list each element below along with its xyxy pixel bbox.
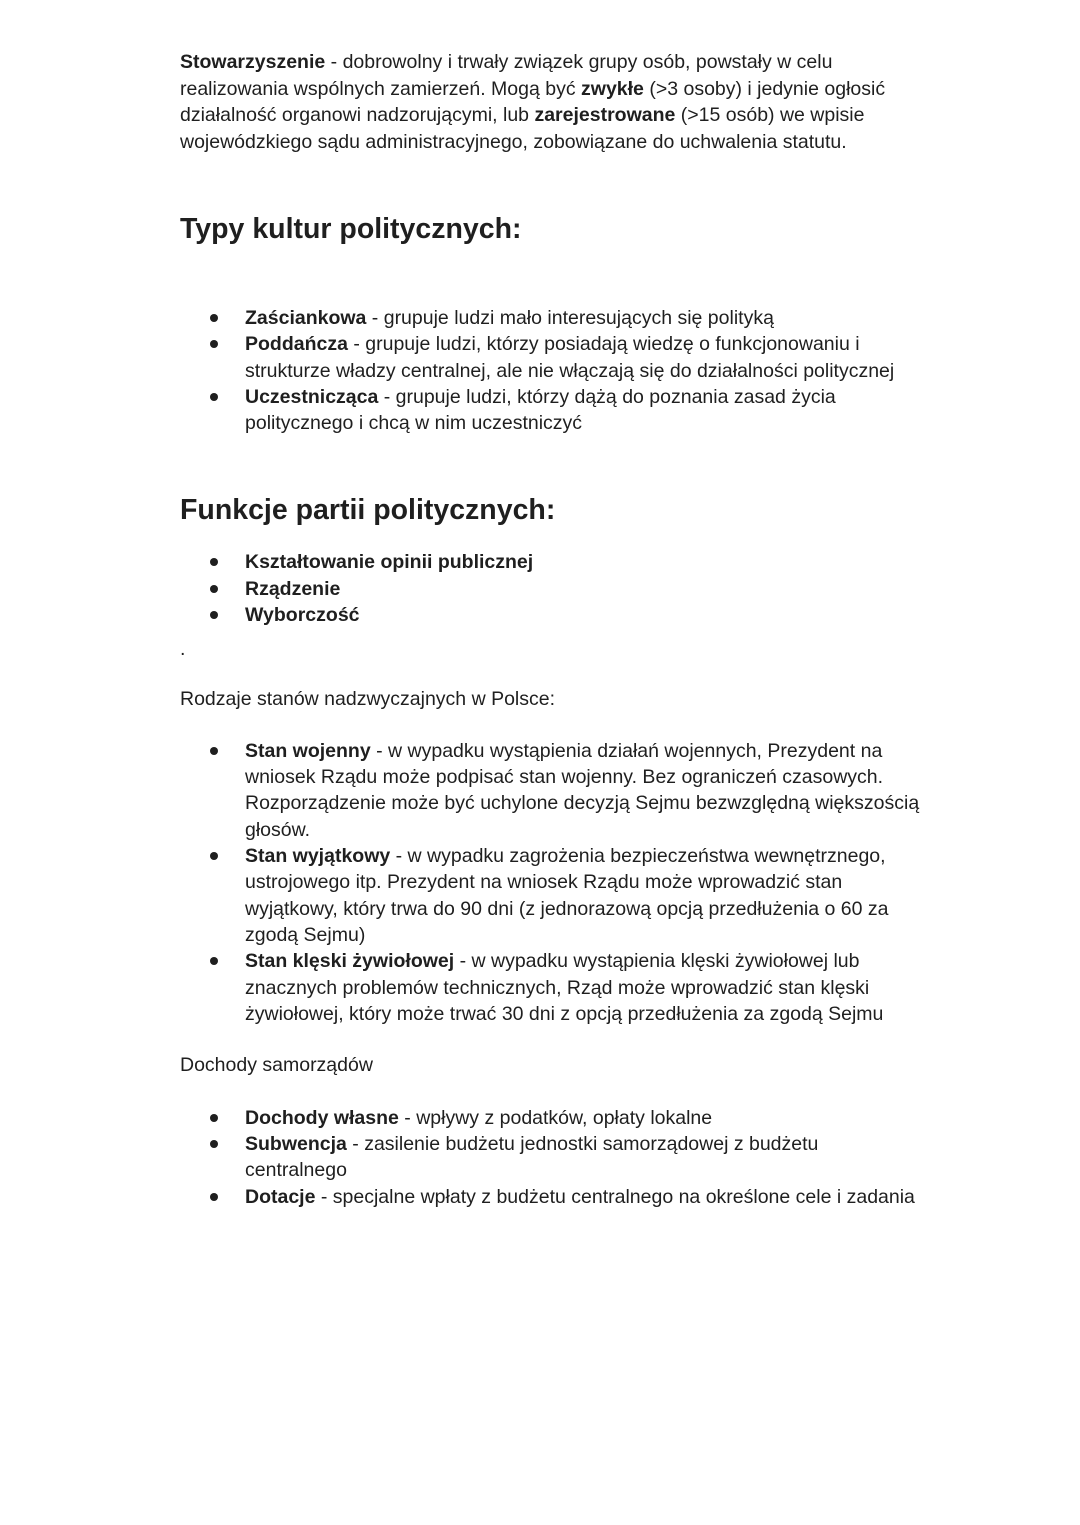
item-term: Stan wyjątkowy — [245, 845, 391, 868]
item-term: Stan wojenny — [245, 739, 371, 762]
intro-term-3: zarejestrowane — [534, 104, 676, 126]
bullet-icon — [210, 585, 218, 593]
list-kultury — [180, 305, 920, 436]
list-item — [245, 948, 920, 1027]
item-term: Wyborczość — [245, 604, 360, 627]
intro-paragraph — [180, 49, 920, 155]
list-item — [245, 1184, 920, 1210]
list-dochody — [180, 1105, 920, 1210]
list-item — [245, 305, 920, 331]
item-term: Kształtowanie opinii publicznej — [245, 551, 534, 574]
item-term: Zaściankowa — [245, 307, 367, 329]
intro-text-3: (>15 osób) we wpisie wojewódzkiego sądu administracyjnego, zobowiązane do uchwalenia statutu. — [180, 104, 865, 153]
section-heading-kultury: Typy kultur politycznych: — [180, 213, 522, 245]
intro-term: Stowarzyszenie — [180, 51, 326, 73]
item-text: - zasilenie budżetu jednostki samorządowej z budżetu centralnego — [245, 1132, 819, 1182]
document-page — [180, 49, 920, 1210]
bullet-icon — [210, 852, 218, 860]
item-term: Subwencja — [245, 1132, 347, 1155]
bullet-icon — [210, 393, 218, 401]
list-item — [245, 331, 920, 384]
list-partie — [180, 549, 920, 628]
item-text: - w wypadku wystąpienia działań wojennych, Prezydent na wniosek Rządu może podpisać stan wojenny. Bez ograniczeń czasowych. Rozporządzenie może być uchylone decyzją Sejmu bezwzględną większością głosów. — [245, 739, 920, 841]
section-heading-dochody: Dochody samorządów — [180, 1054, 373, 1077]
list-item — [245, 843, 920, 948]
item-text: - grupuje ludzi mało interesujących się polityką — [366, 307, 774, 329]
section-heading-stany: Rodzaje stanów nadzwyczajnych w Polsce: — [180, 688, 556, 711]
list-item — [245, 549, 920, 575]
list-item — [245, 738, 920, 843]
item-term: Dotacje — [245, 1185, 316, 1208]
list-item — [245, 1131, 920, 1184]
item-text: - wpływy z podatków, opłaty lokalne — [398, 1106, 713, 1129]
item-text: - grupuje ludzi, którzy dążą do poznania zasad życia politycznego i chcą w nim uczestniczyć — [245, 385, 836, 435]
item-term: Dochody własne — [245, 1106, 399, 1129]
item-term: Uczestnicząca — [245, 385, 379, 408]
bullet-icon — [210, 314, 218, 322]
bullet-icon — [210, 957, 218, 965]
list-stany — [180, 738, 920, 1027]
bullet-icon — [210, 611, 218, 619]
bullet-icon — [210, 1140, 218, 1148]
stray-dot: . — [180, 638, 186, 661]
item-text: - w wypadku wystąpienia klęski żywiołowej lub znacznych problemów technicznych, Rząd może wprowadzić stan klęski żywiołowej, który może trwać 30 dni z opcją przedłużenia za zgodą Sejmu — [245, 950, 884, 1025]
item-text: - grupuje ludzi, którzy posiadają wiedzę o funkcjonowaniu i strukturze władzy centralnej, ale nie włączają się do działalności politycznej — [245, 333, 895, 382]
intro-text-2: (>3 osoby) i jedynie ogłosić działalność organowi nadzorującymi, lub — [180, 77, 886, 126]
list-item — [245, 384, 920, 437]
intro-term-2: zwykłe — [581, 77, 644, 100]
list-item — [245, 1105, 920, 1131]
item-text: - specjalne wpłaty z budżetu centralnego na określone cele i zadania — [315, 1185, 915, 1208]
item-term: Stan klęski żywiołowej — [245, 950, 455, 973]
list-item — [245, 602, 920, 628]
bullet-icon — [210, 340, 218, 348]
bullet-icon — [210, 747, 218, 755]
item-term: Rządzenie — [245, 577, 341, 600]
intro-text-1: - dobrowolny i trwały związek grupy osób, powstały w celu realizowania wspólnych zamierzeń. Mogą być — [180, 51, 833, 100]
bullet-icon — [210, 558, 218, 566]
bullet-icon — [210, 1114, 218, 1122]
list-item — [245, 576, 920, 602]
section-heading-partie: Funkcje partii politycznych: — [180, 494, 556, 527]
item-term: Poddańcza — [245, 333, 348, 356]
bullet-icon — [210, 1193, 218, 1201]
item-text: - w wypadku zagrożenia bezpieczeństwa wewnętrznego, ustrojowego itp. Prezydent na wniosek Rządu może wprowadzić stan wyjątkowy, który trwa do 90 dni (z jednorazową opcją przedłużenia o 60 za zgodą Sejmu) — [245, 845, 889, 946]
